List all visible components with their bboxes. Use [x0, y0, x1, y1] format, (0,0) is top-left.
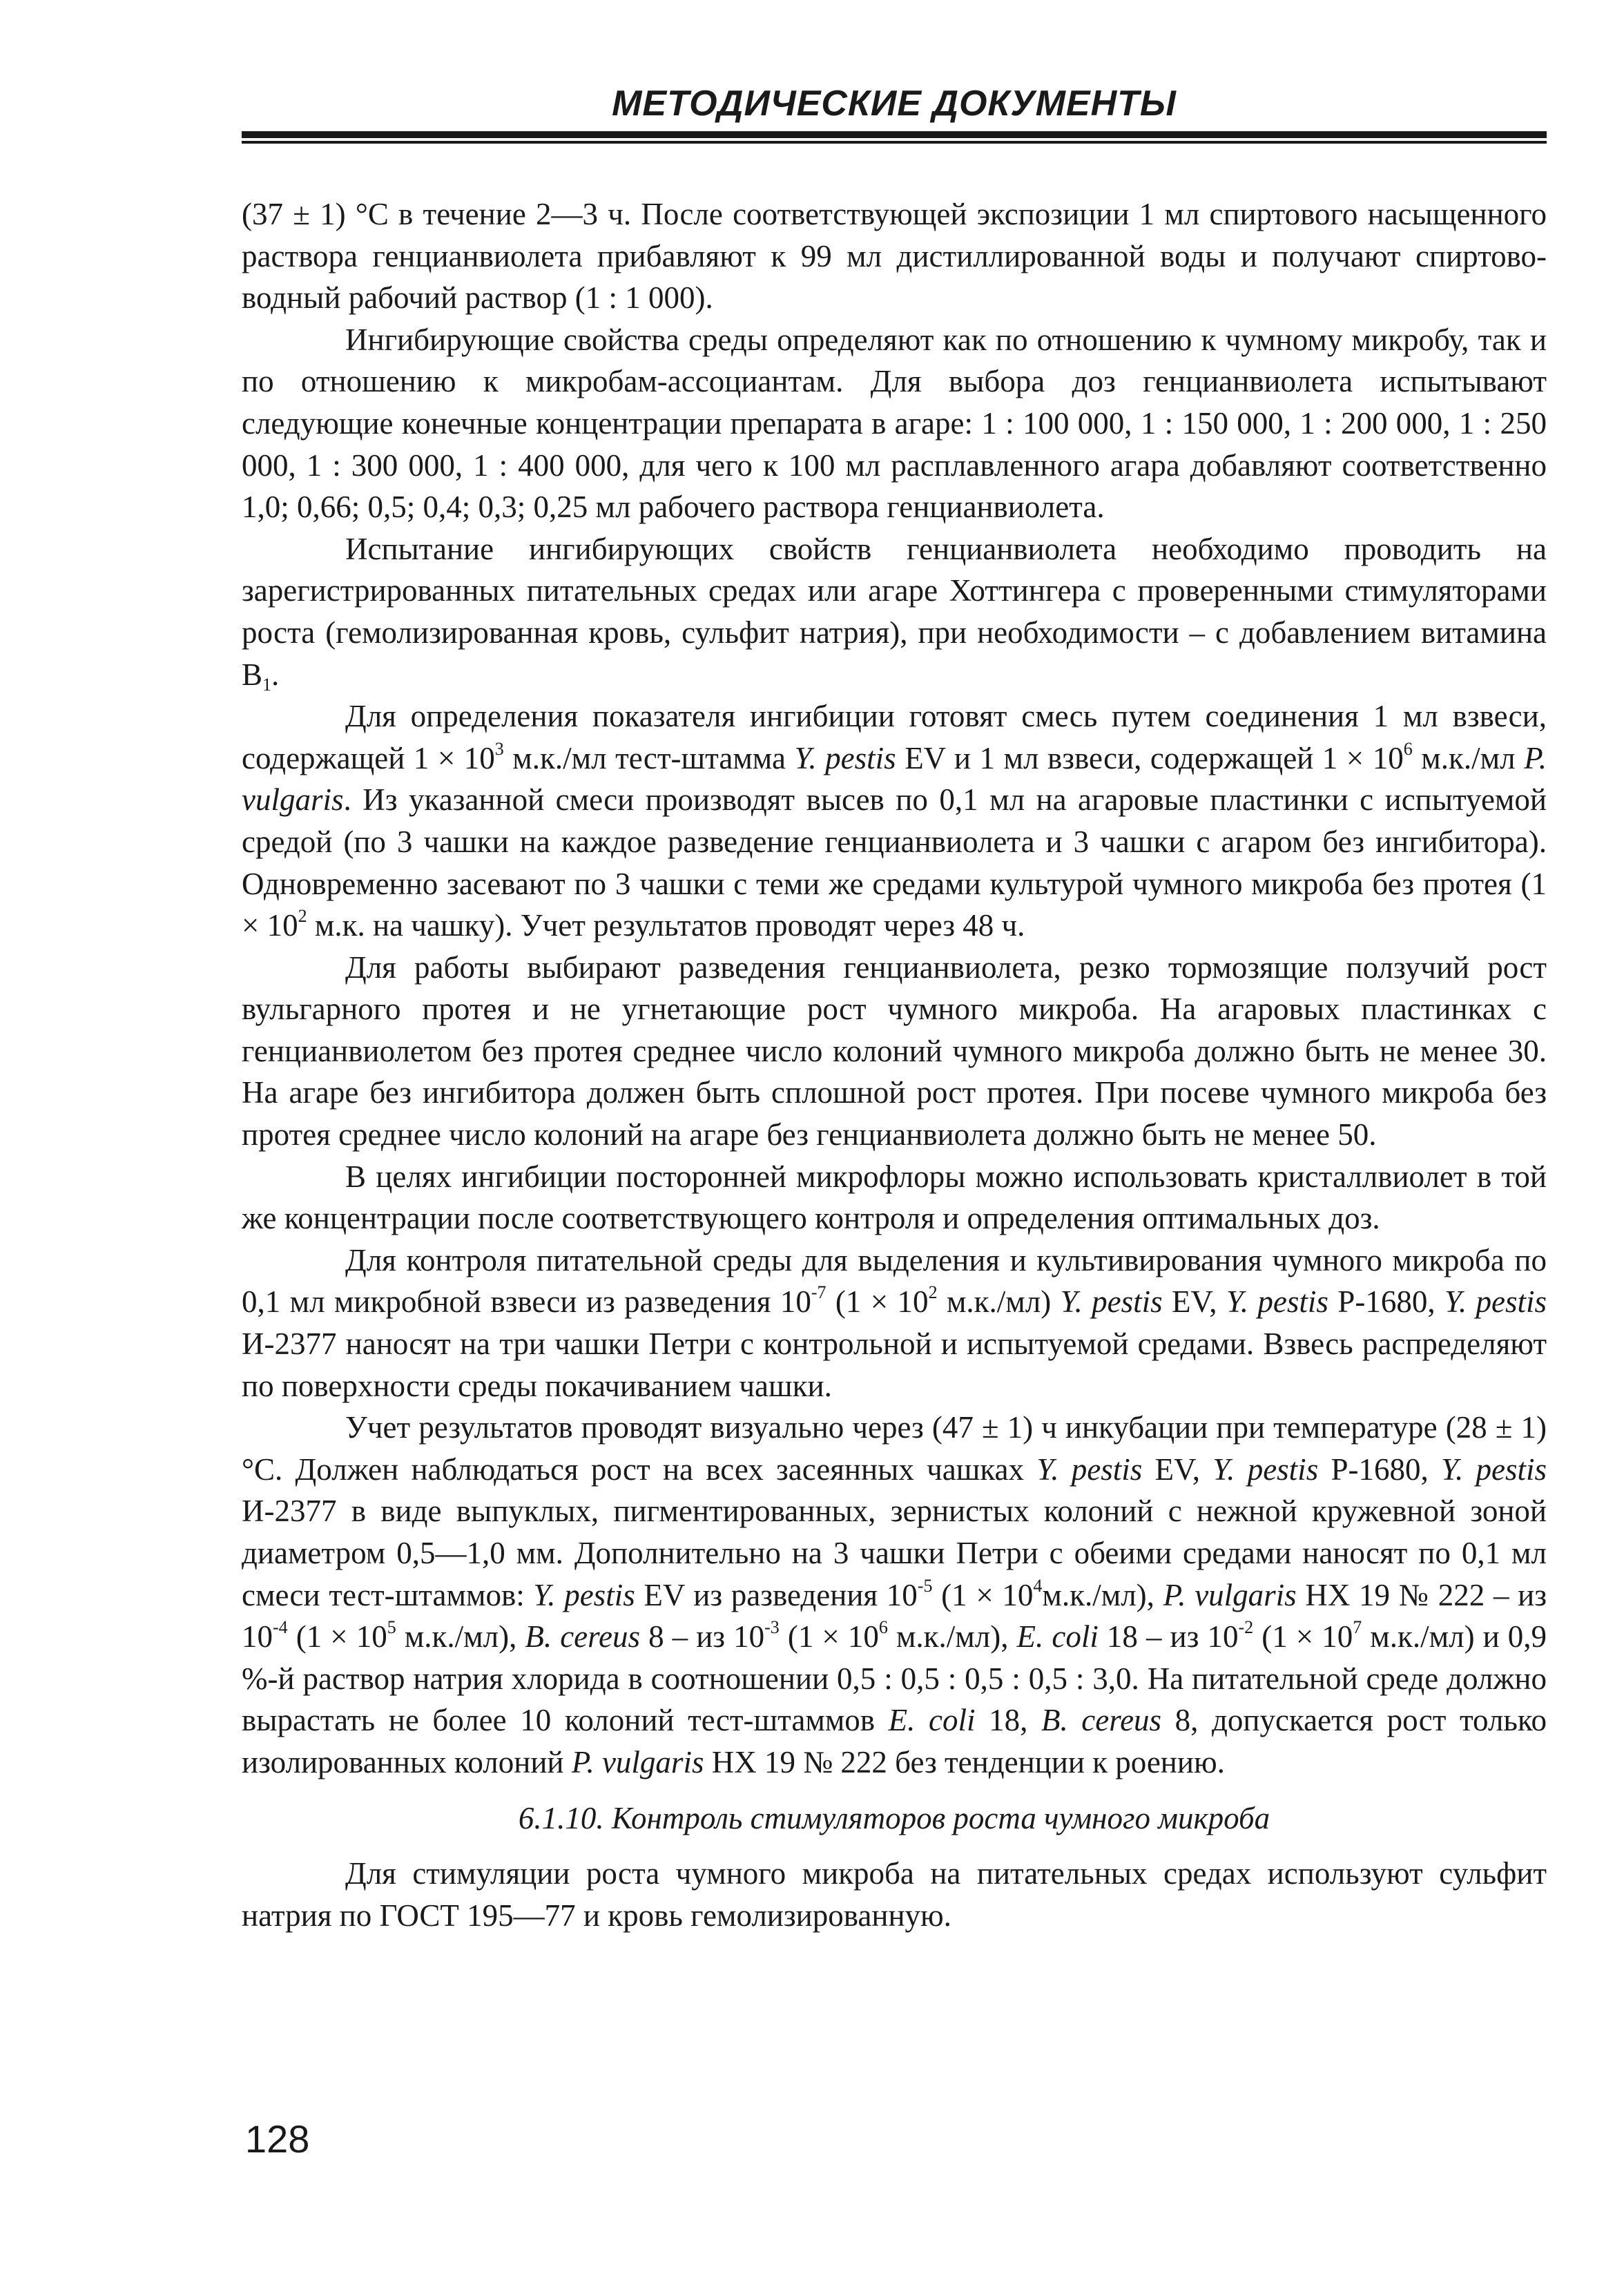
paragraph: В целях ингибиции посторонней микрофлоры можно использовать кристаллвиолет в той же концентрации после соответствующего контроля и определения оптимальных доз.	[242, 1159, 1547, 1236]
header-rule-thin	[242, 141, 1547, 144]
paragraph: Для определения показателя ингибиции готовят смесь путем соединения 1 мл взвеси, содержащей $1 \times 10^3$ м.к./мл тест-штамма Y. pestis EV и 1 мл взвеси, содержащей $1 \times 10^6$ м.к./мл P. vulgaris. Из указанной смеси производят высев по 0,1 мл на агаровые пластинки с испытуемой средой (по 3 чашки на каждое разведение генцианвиолета и 3 чашки с агаром без ингибитора). Одновременно засевают по 3 чашки с теми же средами культурой чумного микроба без протея ($1 \times 10^2$ м.к. на чашку). Учет результатов проводят через 48 ч.	[242, 699, 1547, 943]
paragraph: Для контроля питательной среды для выделения и культивирования чумного микроба по 0,1 мл микробной взвеси из разведения $10^{-7}$ ($1 \times 10^2$ м.к./мл) Y. pestis EV, Y. pestis Р-1680, Y. pestis И-2377 наносят на три чашки Петри с контрольной и испытуемой средами. Взвесь распределяют по поверхности среды покачиванием чашки.	[242, 1242, 1547, 1403]
paragraph: Учет результатов проводят визуально через (47 ± 1) ч инкубации при температуре (28 ± 1) °С. Должен наблюдаться рост на всех засеянных чашках Y. pestis EV, Y. pestis Р-1680, Y. pestis И-2377 в виде выпуклых, пигментированных, зернистых колоний с нежной кружевной зоной диаметром 0,5—1,0 мм. Дополнительно на 3 чашки Петри с обеими средами наносят по 0,1 мл смеси тест-штаммов: Y. pestis EV из разведения $10^{-5}$ $(1 \times 10^4м.к./мл)$, P. vulgaris НХ 19 № 222 – из $10^{-4}$ ($1 \times 10^5$ м.к./мл), B. cereus 8 – из $10^{-3}$ ($1 \times 10^6$ м.к./мл), E. coli 18 – из $10^{-2}$ ($1 \times 10^7$ м.к./мл) и 0,9 %-й раствор натрия хлорида в соотношении 0,5 : 0,5 : 0,5 : 0,5 : 3,0. На питательной среде должно вырастать не более 10 колоний тест-штаммов E. coli 18, B. cereus 8, допускается рост только изолированных колоний P. vulgaris НХ 19 № 222 без тенденции к роению.	[242, 1410, 1547, 1779]
paragraph: Ингибирующие свойства среды определяют как по отношению к чумному микробу, так и по отношению к микробам-ассоциантам. Для выбора доз генцианвиолета испытывают следующие конечные концентрации препарата в агаре: 1 : 100 000, 1 : 150 000, 1 : 200 000, 1 : 250 000, 1 : 300 000, 1 : 400 000, для чего к 100 мл расплавленного агара добавляют соответственно 1,0; 0,66; 0,5; 0,4; 0,3; 0,25 мл рабочего раствора генцианвиолета.	[242, 322, 1547, 525]
running-header: МЕТОДИЧЕСКИЕ ДОКУМЕНТЫ	[612, 84, 1177, 124]
paragraph: Для стимуляции роста чумного микроба на питательных средах используют сульфит натрия по ГОСТ 195—77 и кровь гемолизированную.	[242, 1856, 1547, 1933]
document-body	[242, 193, 1547, 1936]
section-heading: 6.1.10. Контроль стимуляторов роста чумного микроба	[518, 1800, 1270, 1835]
header-rule-thick	[242, 131, 1547, 138]
paragraph: (37 ± 1) °С в течение 2—3 ч. После соответствующей экспозиции 1 мл спиртового насыщенного раствора генцианвиолета прибавляют к 99 мл дистиллированной воды и получают спиртово-водный рабочий раствор (1 : 1 000).	[242, 197, 1547, 316]
paragraph: Для работы выбирают разведения генцианвиолета, резко тормозящие ползучий рост вульгарного протея и не угнетающие рост чумного микроба. На агаровых пластинках с генцианвиолетом без протея среднее число колоний чумного микроба должно быть не менее 30. На агаре без ингибитора должен быть сплошной рост протея. При посеве чумного микроба без протея среднее число колоний на агаре без генцианвиолета должно быть не менее 50.	[242, 949, 1547, 1152]
paragraph: Испытание ингибирующих свойств генцианвиолета необходимо проводить на зарегистрированных питательных средах или агаре Хоттингера с проверенными стимуляторами роста (гемолизированная кровь, сульфит натрия), при необходимости – с добавлением витамина $В_1$.	[242, 531, 1547, 695]
page-number: 128	[245, 2117, 310, 2161]
